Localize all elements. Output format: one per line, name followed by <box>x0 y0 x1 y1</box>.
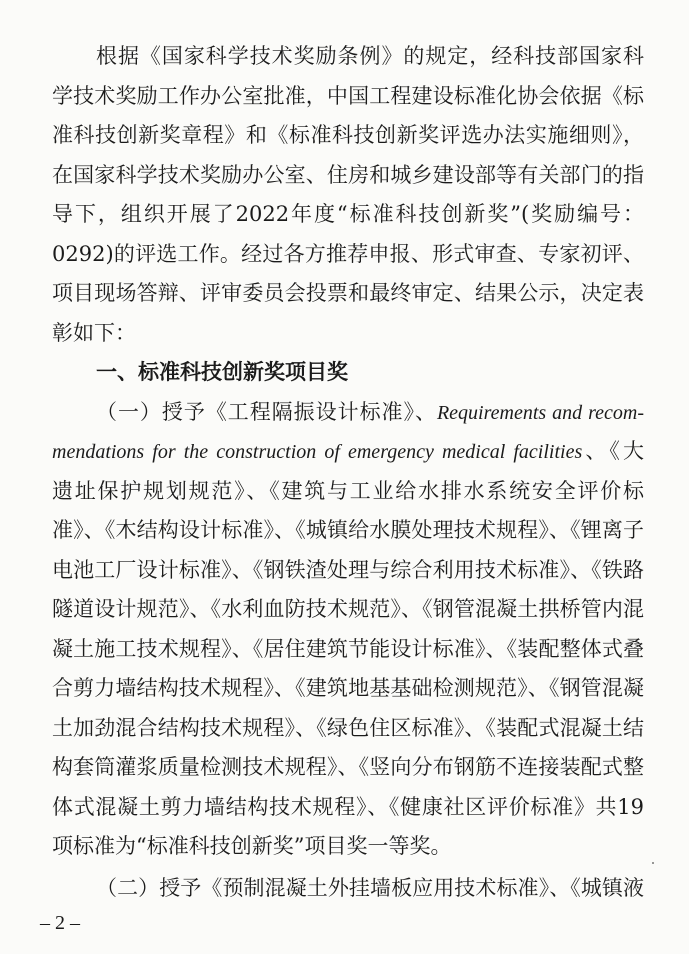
paragraph-line: 凝土施工技术规程》、《居住建筑节能设计标准》、《装配整体式叠 <box>52 637 644 661</box>
section-heading: 一、标准科技创新奖项目奖 <box>96 360 348 384</box>
paragraph-line: 体式混凝土剪力墙结构技术规程》、《健康社区评价标准》共19 <box>52 795 644 819</box>
item-text: （一）授予《工程隔振设计标准》、 <box>96 400 437 424</box>
paragraph-line: 学技术奖励工作办公室批准，中国工程建设标准化协会依据《标 <box>52 84 644 108</box>
paragraph-line <box>52 433 644 469</box>
item-text: 、《大 <box>582 439 645 463</box>
paragraph-line: 项标准为“标准科技创新奖”项目奖一等奖。 <box>52 834 452 858</box>
paragraph-line: 土加劲混合结构技术规程》、《绿色住区标准》、《装配式混凝土结 <box>52 716 644 740</box>
paragraph-line <box>96 394 644 430</box>
page-number: – 2 – <box>40 912 80 934</box>
paragraph-line: 准》、《木结构设计标准》、《城镇给水膜处理技术规程》、《锂离子 <box>52 518 644 542</box>
paragraph-line: 项目现场答辩、评审委员会投票和最终审定、结果公示，决定表 <box>52 281 644 305</box>
paragraph-line: （二）授予《预制混凝土外挂墙板应用技术标准》、《城镇液 <box>96 876 644 900</box>
paragraph-line: 隧道设计规范》、《水利血防技术规范》、《钢管混凝土拱桥管内混 <box>52 597 644 621</box>
paragraph-line: 合剪力墙结构技术规程》、《建筑地基基础检测规范》、《钢管混凝 <box>52 676 644 700</box>
paragraph-line: 彰如下： <box>52 321 136 345</box>
paragraph-line: 准科技创新奖章程》和《标准科技创新奖评选办法实施细则》， <box>52 123 644 147</box>
paragraph-line: 电池工厂设计标准》、《钢铁渣处理与综合利用技术标准》、《铁路 <box>52 558 644 582</box>
english-title: Requirements and recom- <box>436 402 644 424</box>
paragraph-line: 构套筒灌浆质量检测技术规程》、《竖向分布钢筋不连接装配式整 <box>52 755 644 779</box>
paragraph-line: 导下，组织开展了2022年度“标准科技创新奖”(奖励编号： <box>52 202 644 226</box>
paragraph-line: 在国家科学技术奖励办公室、住房和城乡建设部等有关部门的指 <box>52 163 644 187</box>
paragraph-line: 遗址保护规划规范》、《建筑与工业给水排水系统安全评价标 <box>52 479 644 503</box>
english-title: mendations for the construction of emergency medical facilities <box>52 441 583 463</box>
paragraph-line: 0292)的评选工作。经过各方推荐申报、形式审查、专家初评、 <box>52 242 644 266</box>
paragraph-line: 根据《国家科学技术奖励条例》的规定，经科技部国家科 <box>96 44 644 68</box>
scan-speck <box>652 862 654 864</box>
